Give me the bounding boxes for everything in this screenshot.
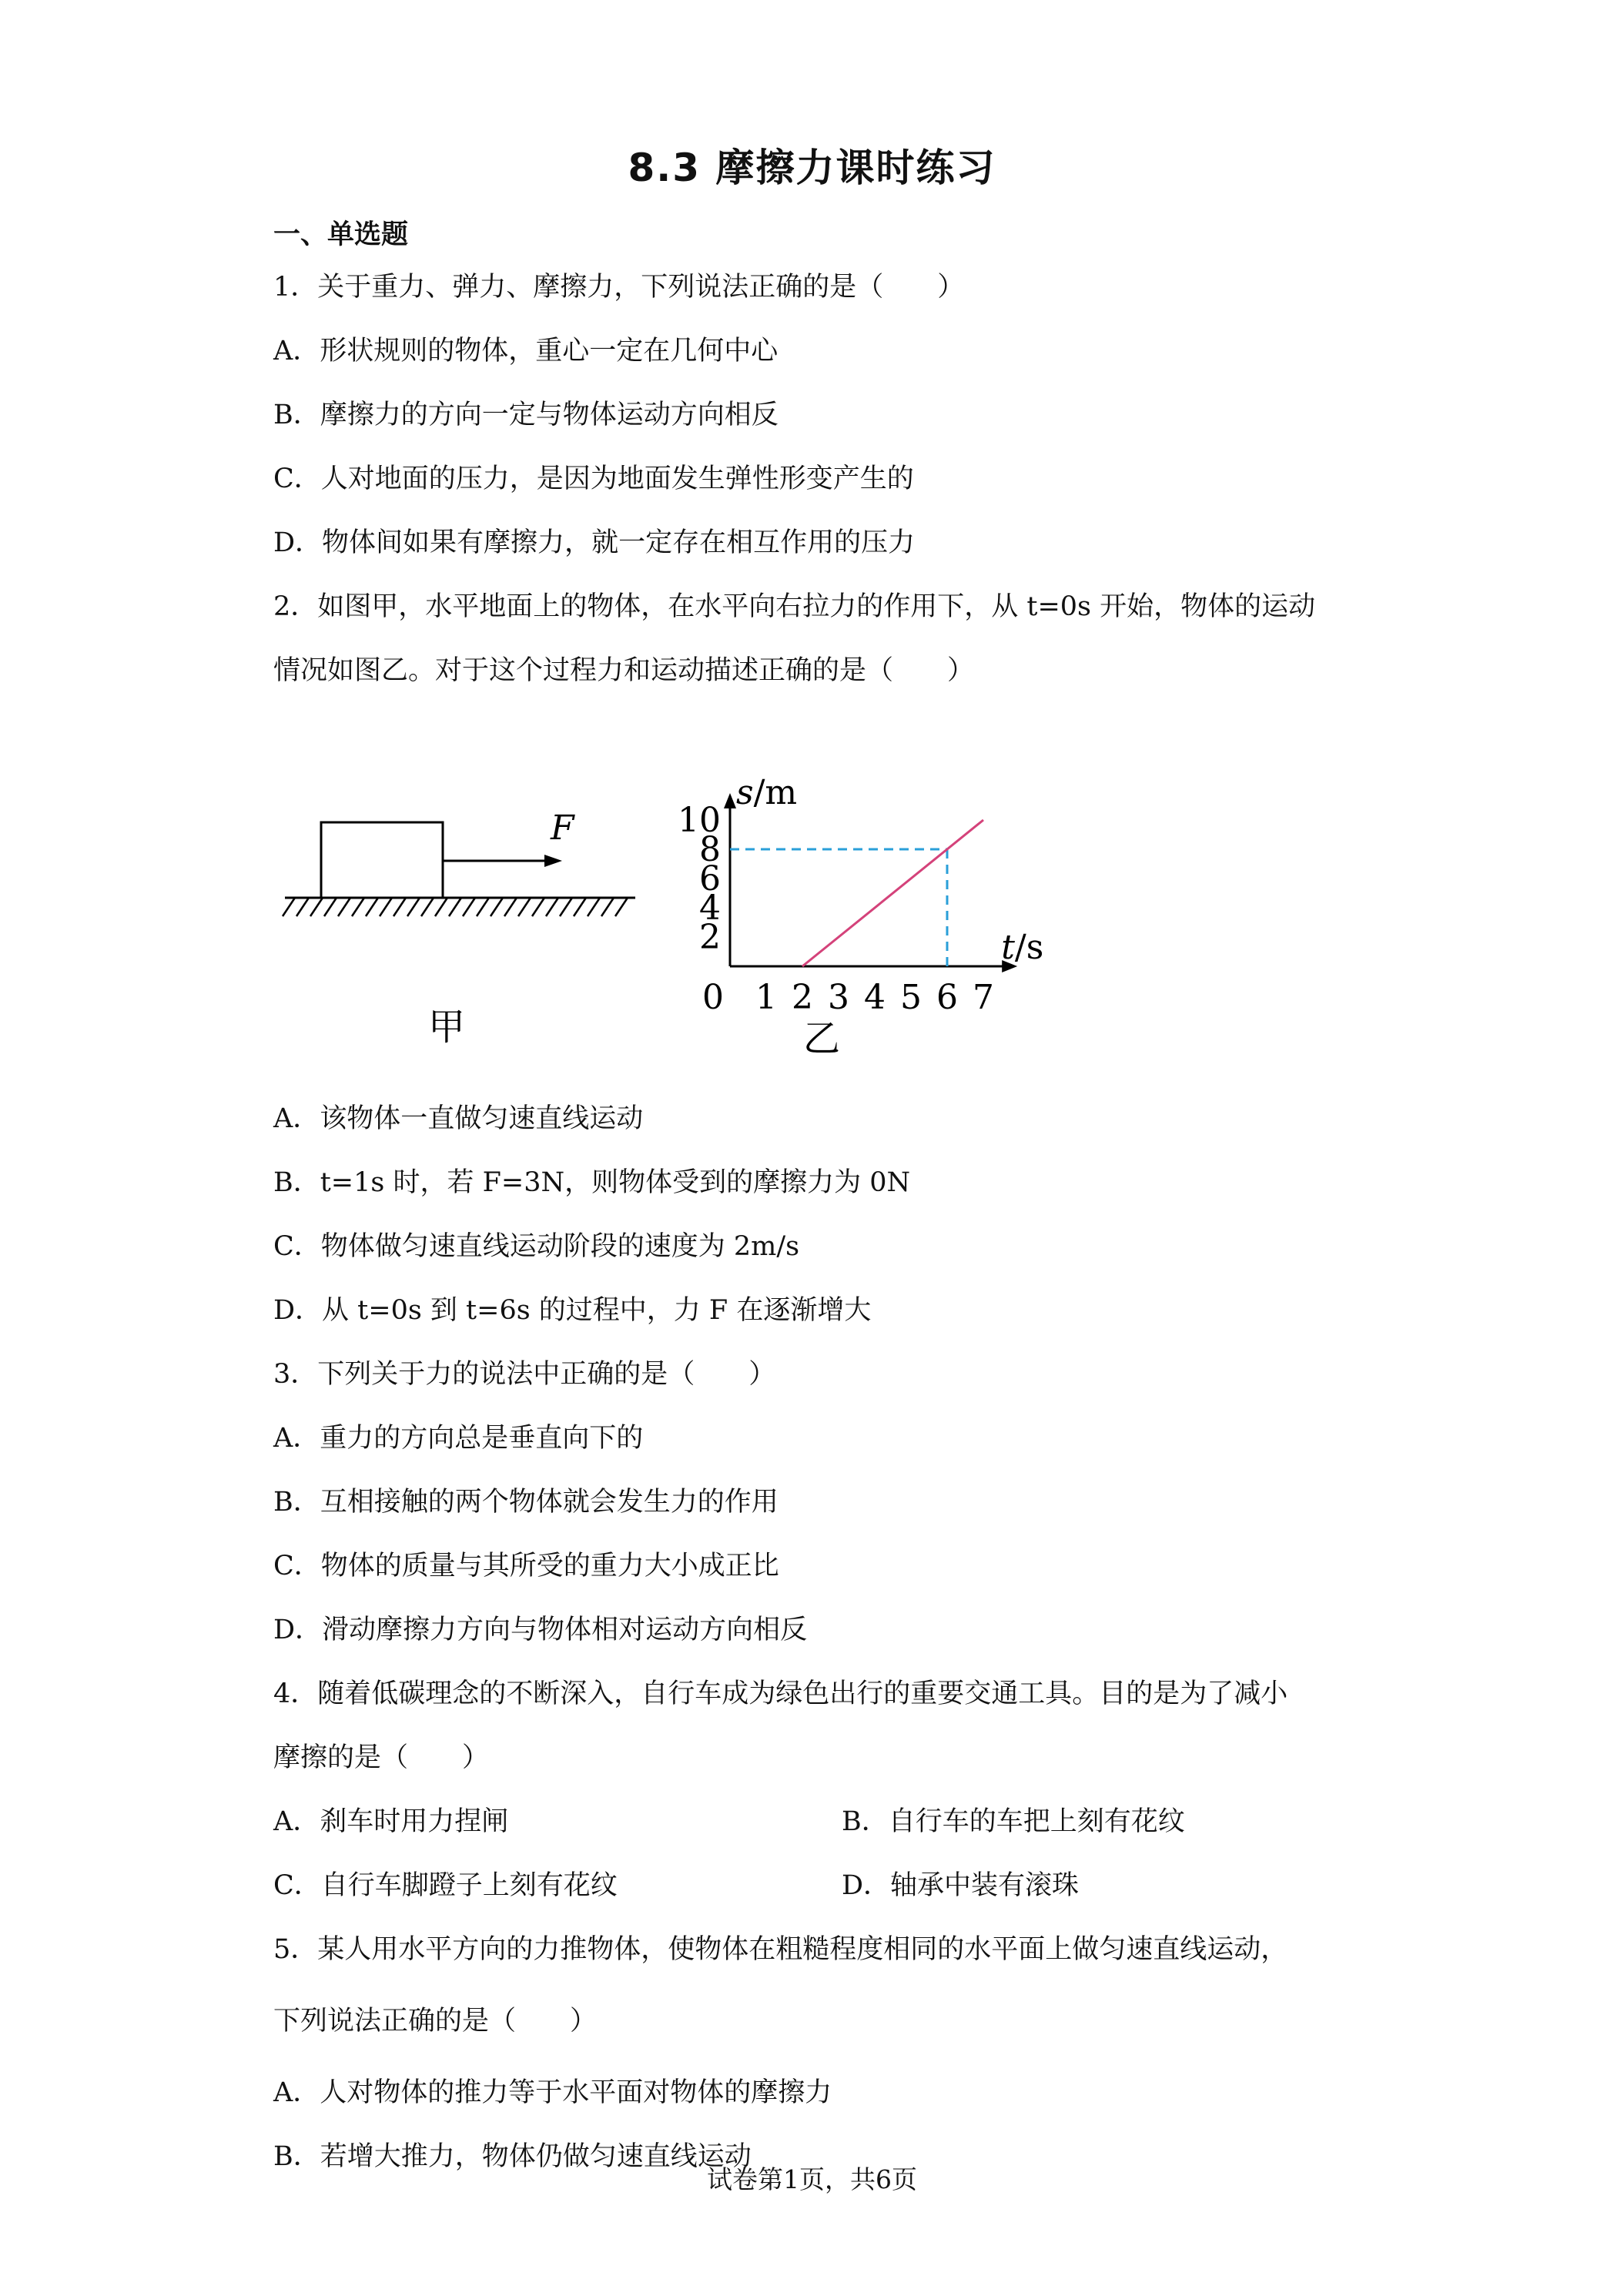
ground-hatch	[283, 898, 628, 916]
y-tick-labels	[678, 801, 721, 957]
hatch-stroke	[463, 898, 475, 916]
force-arrowhead	[544, 855, 562, 867]
x-tick-label: 6	[936, 978, 958, 1017]
x-tick-label: 7	[973, 978, 994, 1017]
q2-option-a: A．该物体一直做匀速直线运动	[273, 1103, 644, 1134]
chart-yi	[678, 773, 1043, 1060]
y-tick-label: 4	[699, 889, 721, 928]
block	[321, 822, 443, 898]
hatch-stroke	[449, 898, 461, 916]
hatch-stroke	[518, 898, 531, 916]
series-line	[802, 820, 983, 966]
hatch-stroke	[380, 898, 392, 916]
y-tick-label: 10	[678, 801, 721, 840]
q5-stem-line1: 5．某人用水平方向的力推物体，使物体在粗糙程度相同的水平面上做匀速直线运动，	[273, 1934, 1288, 1965]
q4-option-c: C．自行车脚蹬子上刻有花纹	[273, 1870, 618, 1901]
hatch-stroke	[435, 898, 447, 916]
hatch-stroke	[421, 898, 434, 916]
hatch-stroke	[407, 898, 420, 916]
x-tick-label: 4	[864, 978, 886, 1017]
q4-stem-line1: 4．随着低碳理念的不断深入，自行车成为绿色出行的重要交通工具。目的是为了减小	[273, 1678, 1288, 1709]
hatch-stroke	[601, 898, 614, 916]
y-tick-label: 2	[699, 918, 721, 957]
hatch-stroke	[615, 898, 628, 916]
hatch-stroke	[393, 898, 406, 916]
q3-option-d: D．滑动摩擦力方向与物体相对运动方向相反	[273, 1615, 808, 1645]
hatch-stroke	[546, 898, 558, 916]
hatch-stroke	[491, 898, 503, 916]
force-label: F	[551, 808, 574, 848]
q4-stem-line2: 摩擦的是（ ）	[273, 1742, 490, 1773]
q1-option-b: B．摩擦力的方向一定与物体运动方向相反	[273, 400, 779, 430]
x-axis-label: t/s	[1001, 928, 1044, 967]
x-tick-labels	[755, 978, 994, 1017]
hatch-stroke	[560, 898, 572, 916]
hatch-stroke	[588, 898, 600, 916]
hatch-stroke	[366, 898, 378, 916]
hatch-stroke	[324, 898, 337, 916]
q2-option-b: B．t=1s 时，若 F=3N，则物体受到的摩擦力为 0N	[273, 1167, 911, 1198]
q2-option-c: C．物体做匀速直线运动阶段的速度为 2m/s	[273, 1231, 800, 1262]
page-footer: 试卷第1页，共6页	[707, 2164, 917, 2194]
q5-stem-line2: 下列说法正确的是（ ）	[273, 2006, 598, 2037]
q1-option-a: A．形状规则的物体，重心一定在几何中心	[273, 336, 779, 366]
q3-option-a: A．重力的方向总是垂直向下的	[273, 1423, 644, 1454]
figure-jia	[283, 808, 635, 1049]
origin-label: 0	[702, 978, 724, 1017]
q5-option-b: B．若增大推力，物体仍做匀速直线运动	[273, 2141, 752, 2172]
q2-figure	[273, 724, 1082, 1063]
hatch-stroke	[352, 898, 364, 916]
x-tick-label: 2	[792, 978, 813, 1017]
hatch-stroke	[504, 898, 517, 916]
hatch-stroke	[283, 898, 295, 916]
q5-option-a: A．人对物体的推力等于水平面对物体的摩擦力	[273, 2077, 832, 2108]
page-title: 8.3 摩擦力课时练习	[628, 146, 996, 190]
y-tick-label: 8	[699, 830, 721, 869]
x-tick-label: 3	[828, 978, 849, 1017]
q4-option-d: D．轴承中装有滚珠	[842, 1870, 1080, 1901]
q2-stem-line1: 2．如图甲，水平地面上的物体，在水平向右拉力的作用下，从 t=0s 开始，物体的运动	[273, 591, 1316, 622]
hatch-stroke	[532, 898, 544, 916]
section-heading: 一、单选题	[273, 219, 409, 250]
y-axis-label: s/m	[736, 773, 798, 812]
x-tick-label: 1	[755, 978, 777, 1017]
hatch-stroke	[338, 898, 350, 916]
hatch-stroke	[310, 898, 323, 916]
q1-stem: 1．关于重力、弹力、摩擦力，下列说法正确的是（ ）	[273, 272, 965, 303]
hatch-stroke	[296, 898, 309, 916]
q3-option-b: B．互相接触的两个物体就会发生力的作用	[273, 1487, 779, 1518]
y-axis-arrowhead	[724, 793, 736, 808]
hatch-stroke	[477, 898, 489, 916]
x-tick-label: 5	[900, 978, 922, 1017]
y-tick-label: 6	[699, 859, 721, 899]
q3-stem: 3．下列关于力的说法中正确的是（ ）	[273, 1359, 776, 1390]
q3-option-c: C．物体的质量与其所受的重力大小成正比	[273, 1551, 779, 1581]
hatch-stroke	[574, 898, 586, 916]
q1-option-c: C．人对地面的压力，是因为地面发生弹性形变产生的	[273, 464, 914, 494]
q4-option-a: A．刹车时用力捏闸	[273, 1806, 509, 1837]
q1-option-d: D．物体间如果有摩擦力，就一定存在相互作用的压力	[273, 527, 916, 558]
q2-stem-line2: 情况如图乙。对于这个过程力和运动描述正确的是（ ）	[273, 655, 975, 686]
caption-yi: 乙	[802, 1017, 841, 1060]
q4-option-b: B．自行车的车把上刻有花纹	[842, 1806, 1185, 1837]
q2-option-d: D．从 t=0s 到 t=6s 的过程中，力 F 在逐渐增大	[273, 1295, 872, 1326]
caption-jia: 甲	[427, 1006, 466, 1049]
